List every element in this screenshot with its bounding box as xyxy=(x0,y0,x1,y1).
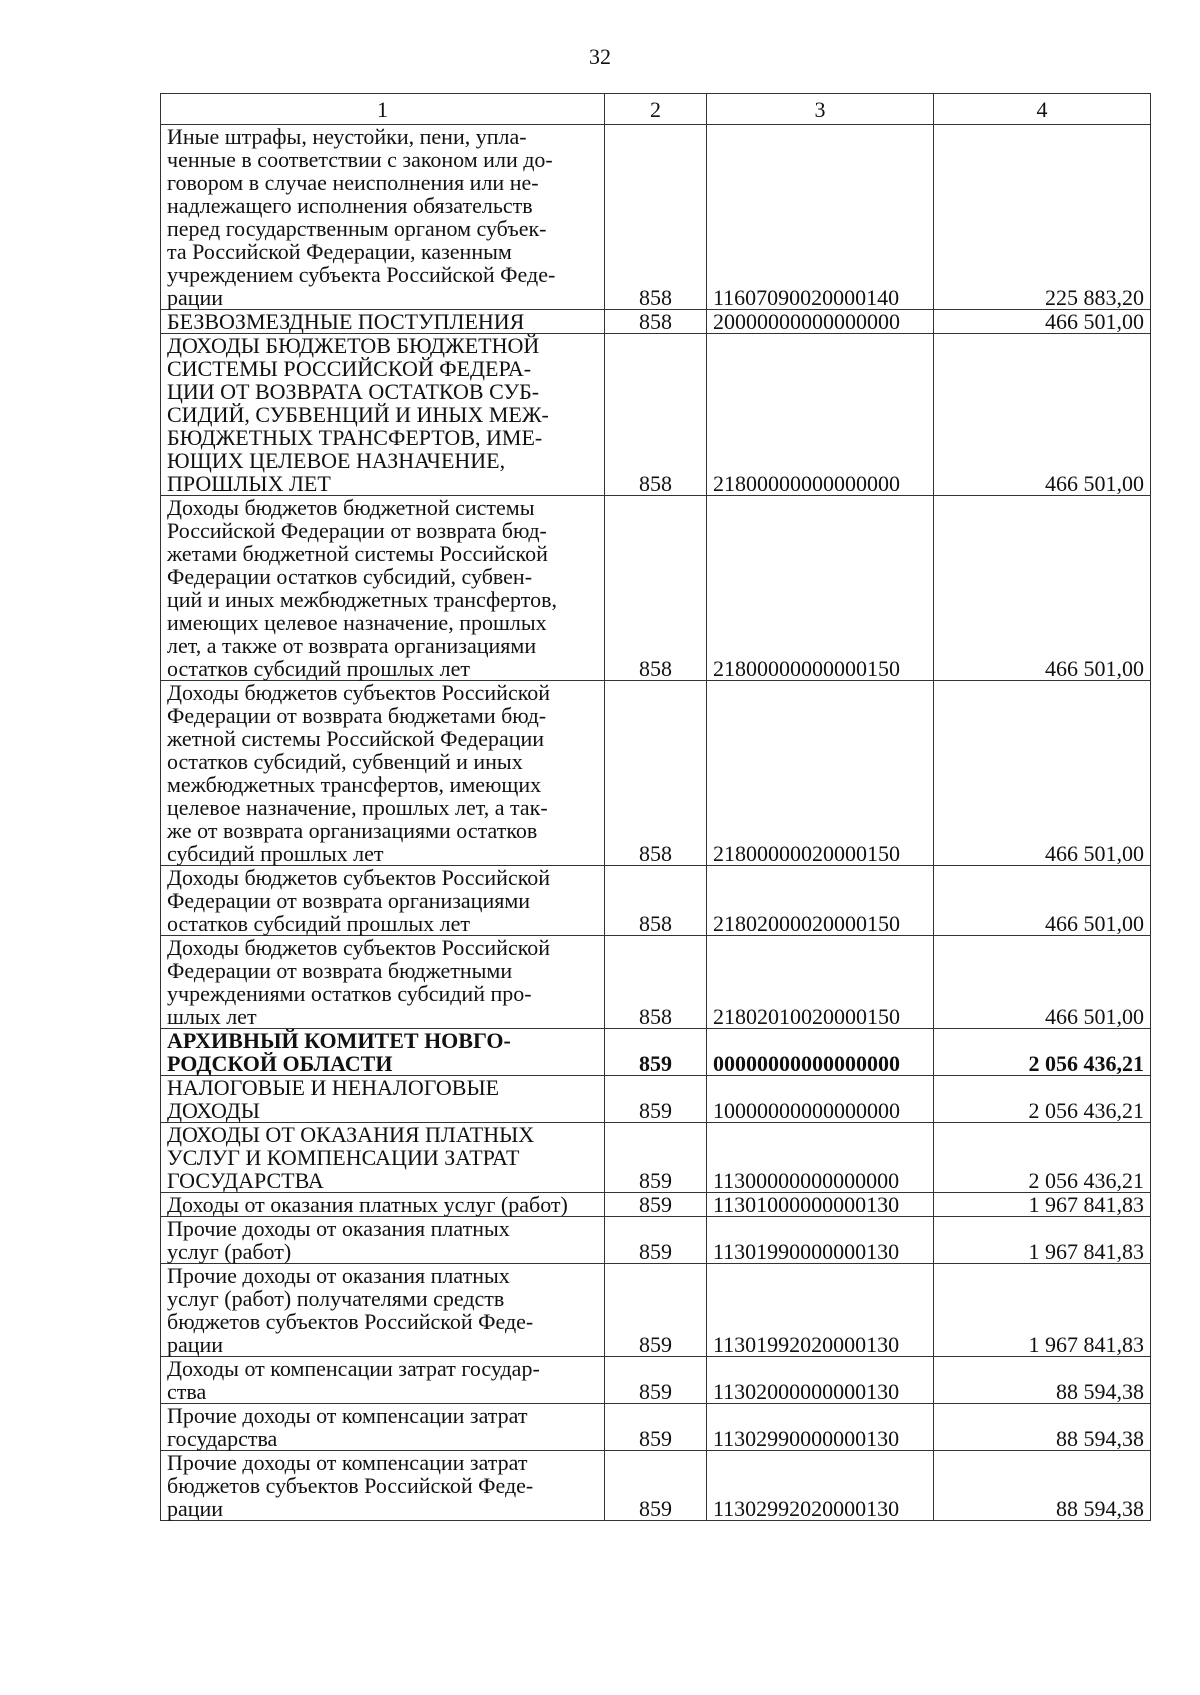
row-budget-code-cell: 11301990000000130 xyxy=(707,1217,934,1264)
table-row xyxy=(161,1451,1151,1521)
row-admin-code-cell: 859 xyxy=(605,1404,707,1451)
row-amount-cell: 466 501,00 xyxy=(934,310,1151,334)
row-admin-code-cell: 859 xyxy=(605,1217,707,1264)
row-name-cell: Прочие доходы от оказания платных услуг (работ) получателями средств бюджетов субъектов Российской Феде- рации xyxy=(161,1264,605,1357)
column-header: 4 xyxy=(934,94,1151,125)
row-admin-code-cell: 859 xyxy=(605,1451,707,1521)
row-budget-code-cell: 11607090020000140 xyxy=(707,125,934,310)
row-name-cell: НАЛОГОВЫЕ И НЕНАЛОГОВЫЕ ДОХОДЫ xyxy=(161,1076,605,1123)
row-name-cell: Иные штрафы, неустойки, пени, упла- ченные в соответствии с законом или до- говором в случае неисполнения или не- надлежащего исполнения обязательств перед государственным органом субъек- та Российской Федерации, казенным учреждением субъекта Российской Феде- рации xyxy=(161,125,605,310)
row-budget-code-cell: 00000000000000000 xyxy=(707,1029,934,1076)
table-header-row xyxy=(161,94,1151,125)
row-amount-cell: 2 056 436,21 xyxy=(934,1029,1151,1076)
table-row xyxy=(161,681,1151,866)
row-amount-cell: 88 594,38 xyxy=(934,1451,1151,1521)
table-row xyxy=(161,1076,1151,1123)
row-amount-cell: 466 501,00 xyxy=(934,496,1151,681)
row-name-cell: Доходы бюджетов бюджетной системы Российской Федерации от возврата бюд- жетами бюджетной системы Российской Федерации остатков субсидий, субвен- ций и иных межбюджетных трансфертов, имеющих целевое назначение, прошлых лет, а также от возврата организациями остатков субсидий прошлых лет xyxy=(161,496,605,681)
row-budget-code-cell: 21802010020000150 xyxy=(707,936,934,1029)
row-admin-code-cell: 858 xyxy=(605,496,707,681)
table-row xyxy=(161,1123,1151,1193)
row-name-cell: АРХИВНЫЙ КОМИТЕТ НОВГО- РОДСКОЙ ОБЛАСТИ xyxy=(161,1029,605,1076)
row-budget-code-cell: 11302992020000130 xyxy=(707,1451,934,1521)
table-row xyxy=(161,1217,1151,1264)
page-number: 32 xyxy=(589,44,611,69)
row-budget-code-cell: 11302990000000130 xyxy=(707,1404,934,1451)
row-budget-code-cell: 10000000000000000 xyxy=(707,1076,934,1123)
table-row xyxy=(161,125,1151,310)
row-name-cell: Доходы от оказания платных услуг (работ) xyxy=(161,1193,605,1217)
table-row xyxy=(161,1029,1151,1076)
column-header: 3 xyxy=(707,94,934,125)
table-row xyxy=(161,1193,1151,1217)
row-amount-cell: 225 883,20 xyxy=(934,125,1151,310)
row-amount-cell: 466 501,00 xyxy=(934,681,1151,866)
table-row xyxy=(161,866,1151,936)
column-header: 1 xyxy=(161,94,605,125)
row-amount-cell: 1 967 841,83 xyxy=(934,1264,1151,1357)
row-name-cell: ДОХОДЫ ОТ ОКАЗАНИЯ ПЛАТНЫХ УСЛУГ И КОМПЕНСАЦИИ ЗАТРАТ ГОСУДАРСТВА xyxy=(161,1123,605,1193)
row-amount-cell: 1 967 841,83 xyxy=(934,1193,1151,1217)
table-body xyxy=(161,125,1151,1521)
table-row xyxy=(161,936,1151,1029)
row-budget-code-cell: 21800000020000150 xyxy=(707,681,934,866)
row-admin-code-cell: 858 xyxy=(605,936,707,1029)
row-admin-code-cell: 859 xyxy=(605,1264,707,1357)
row-name-cell: Доходы бюджетов субъектов Российской Федерации от возврата бюджетными учреждениями остатков субсидий про- шлых лет xyxy=(161,936,605,1029)
row-budget-code-cell: 21800000000000000 xyxy=(707,334,934,496)
row-admin-code-cell: 859 xyxy=(605,1123,707,1193)
row-name-cell: Прочие доходы от компенсации затрат государства xyxy=(161,1404,605,1451)
row-amount-cell: 466 501,00 xyxy=(934,334,1151,496)
row-amount-cell: 2 056 436,21 xyxy=(934,1123,1151,1193)
row-budget-code-cell: 11302000000000130 xyxy=(707,1357,934,1404)
row-name-cell: Прочие доходы от оказания платных услуг (работ) xyxy=(161,1217,605,1264)
row-amount-cell: 2 056 436,21 xyxy=(934,1076,1151,1123)
row-admin-code-cell: 858 xyxy=(605,125,707,310)
row-admin-code-cell: 859 xyxy=(605,1076,707,1123)
column-header: 2 xyxy=(605,94,707,125)
row-name-cell: Доходы от компенсации затрат государ- ства xyxy=(161,1357,605,1404)
row-budget-code-cell: 21800000000000150 xyxy=(707,496,934,681)
row-name-cell: ДОХОДЫ БЮДЖЕТОВ БЮДЖЕТНОЙ СИСТЕМЫ РОССИЙСКОЙ ФЕДЕРА- ЦИИ ОТ ВОЗВРАТА ОСТАТКОВ СУБ- СИДИЙ, СУБВЕНЦИЙ И ИНЫХ МЕЖ- БЮДЖЕТНЫХ ТРАНСФЕРТОВ, ИМЕ- ЮЩИХ ЦЕЛЕВОЕ НАЗНАЧЕНИЕ, ПРОШЛЫХ ЛЕТ xyxy=(161,334,605,496)
row-amount-cell: 88 594,38 xyxy=(934,1404,1151,1451)
row-admin-code-cell: 858 xyxy=(605,310,707,334)
row-amount-cell: 1 967 841,83 xyxy=(934,1217,1151,1264)
table-row xyxy=(161,1264,1151,1357)
row-admin-code-cell: 859 xyxy=(605,1029,707,1076)
row-admin-code-cell: 858 xyxy=(605,334,707,496)
table-row xyxy=(161,310,1151,334)
row-admin-code-cell: 859 xyxy=(605,1193,707,1217)
row-admin-code-cell: 859 xyxy=(605,1357,707,1404)
table-row xyxy=(161,1404,1151,1451)
row-amount-cell: 466 501,00 xyxy=(934,936,1151,1029)
revenue-table xyxy=(160,93,1151,1521)
table-row xyxy=(161,1357,1151,1404)
row-admin-code-cell: 858 xyxy=(605,681,707,866)
row-name-cell: Доходы бюджетов субъектов Российской Федерации от возврата бюджетами бюд- жетной системы Российской Федерации остатков субсидий, субвенций и иных межбюджетных трансфертов, имеющих целевое назначение, прошлых лет, а так- же от возврата организациями остатков субсидий прошлых лет xyxy=(161,681,605,866)
table-row xyxy=(161,496,1151,681)
row-budget-code-cell: 21802000020000150 xyxy=(707,866,934,936)
row-budget-code-cell: 11301992020000130 xyxy=(707,1264,934,1357)
row-budget-code-cell: 11301000000000130 xyxy=(707,1193,934,1217)
row-name-cell: БЕЗВОЗМЕЗДНЫЕ ПОСТУПЛЕНИЯ xyxy=(161,310,605,334)
table-row xyxy=(161,334,1151,496)
row-budget-code-cell: 11300000000000000 xyxy=(707,1123,934,1193)
row-admin-code-cell: 858 xyxy=(605,866,707,936)
row-amount-cell: 466 501,00 xyxy=(934,866,1151,936)
row-budget-code-cell: 20000000000000000 xyxy=(707,310,934,334)
row-name-cell: Прочие доходы от компенсации затрат бюджетов субъектов Российской Феде- рации xyxy=(161,1451,605,1521)
row-amount-cell: 88 594,38 xyxy=(934,1357,1151,1404)
row-name-cell: Доходы бюджетов субъектов Российской Федерации от возврата организациями остатков субсидий прошлых лет xyxy=(161,866,605,936)
